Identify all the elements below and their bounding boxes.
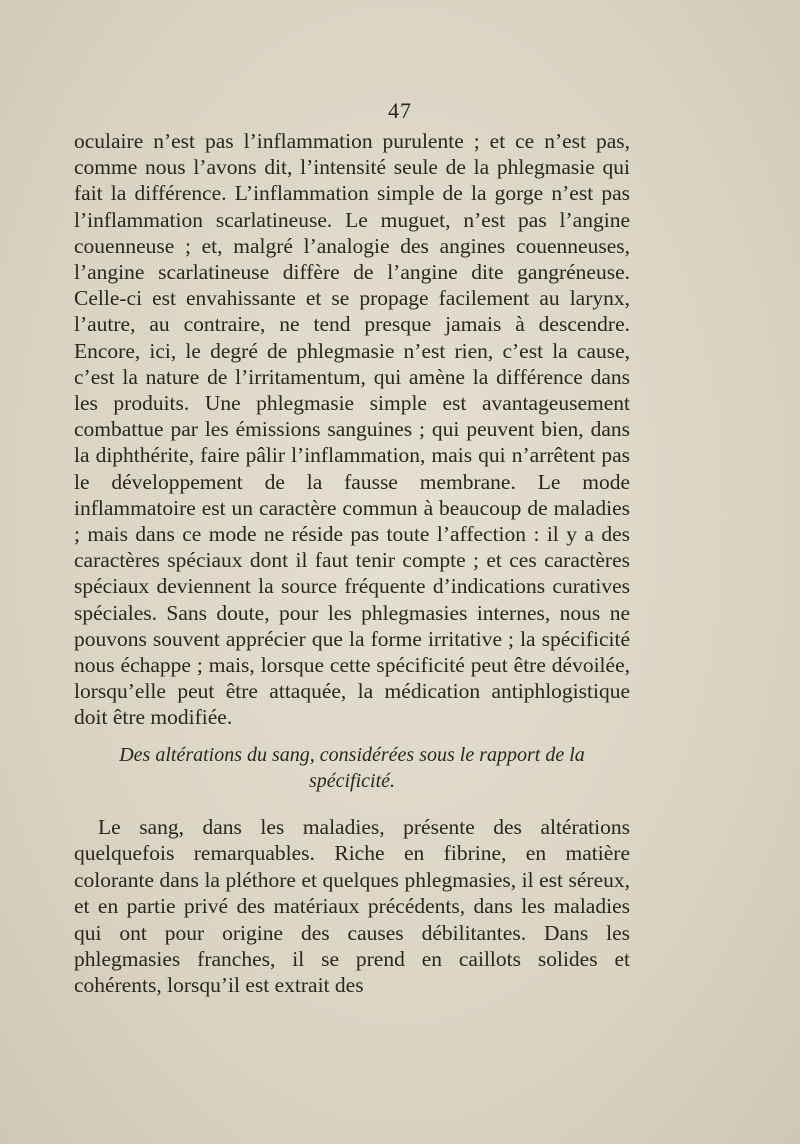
section-heading: Des altérations du sang, considérées sous le rapport de la spécificité.: [119, 744, 585, 792]
paragraph-text: Le sang, dans les maladies, présente des altérations quelquefois remarquables. Riche en fibrine, en matière colorante dans la pléthore et quelques phlegmasies, il est séreux, et en partie privé des matériaux précédents, dans les maladies qui ont pour origine des causes débilitantes. Dans les phlegmasies franches, il se prend en caillots solides et cohérents, lorsqu’il est extrait des: [74, 815, 630, 998]
page-number: 47: [388, 98, 412, 123]
paragraph-text: oculaire n’est pas l’inflammation purulente ; et ce n’est pas, comme nous l’avons dit, l’intensité seule de la phlegmasie qui fait la différence. L’inflammation simple de la gorge n’est pas l’inflammation scarlatineuse. Le muguet, n’est pas l’angine couenneuse ; et, malgré l’analogie des angines couenneuses, l’angine scarlatineuse diffère de l’angine dite gangréneuse. Celle-ci est envahissante et se propage facilement au larynx, l’autre, au contraire, ne tend presque jamais à descendre. Encore, ici, le degré de phlegmasie n’est rien, c’est la cause, c’est la nature de l’irritamentum, qui amène la différence dans les produits. Une phlegmasie simple est avantageusement combattue par les émissions sanguines ; qui peuvent bien, dans la diphthérite, faire pâlir l’inflammation, mais qui n’arrêtent pas le développement de la fausse membrane. Le mode inflammatoire est un caractère commun à beaucoup de maladies ; mais dans ce mode ne réside pas toute l’affection : il y a des caractères spéciaux dont il faut tenir compte ; et ces caractères spéciaux deviennent la source fréquente d’indications curatives spéciales. Sans doute, pour les phlegmasies internes, nous ne pouvons souvent apprécier que la forme irritative ; la spécificité nous échappe ; mais, lorsque cette spécificité peut être dévoilée, lorsqu’elle peut être attaquée, la médication antiphlogistique doit être modifiée.: [74, 129, 630, 730]
paragraph-second: [74, 814, 630, 999]
paragraph-main: [74, 128, 630, 731]
